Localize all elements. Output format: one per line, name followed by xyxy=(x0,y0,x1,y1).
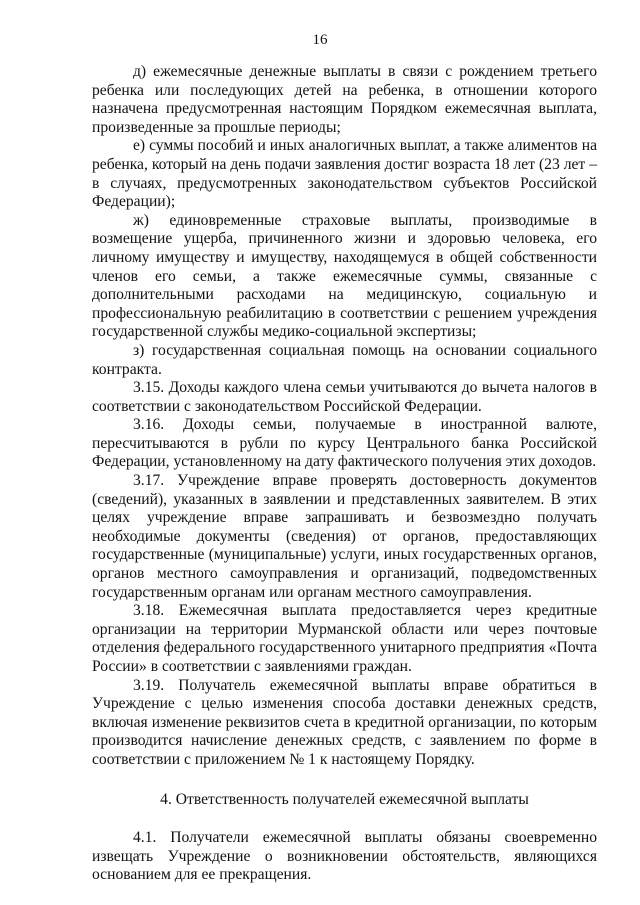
paragraph-z: з) государственная социальная помощь на основании социального контракта. xyxy=(92,341,597,378)
paragraph-d: д) ежемесячные денежные выплаты в связи с рождением третьего ребенка или последующих детей на ребенка, в отношении которого назначена предусмотренная настоящим Порядком ежемесячная выплата, произведенные за прошлые периоды; xyxy=(92,63,597,136)
paragraph-zh: ж) единовременные страховые выплаты, производимые в возмещение ущерба, причиненного жизни и здоровью человека, его личному имуществу и имуществу, находящемуся в общей собственности членов его семьи, а также ежемесячные суммы, связанные с дополнительными расходами на медицинскую, социальную и профессиональную реабилитацию в соответствии с решением учреждения государственной службы медико-социальной экспертизы; xyxy=(92,211,597,341)
paragraph-4-1: 4.1. Получатели ежемесячной выплаты обязаны своевременно извещать Учреждение о возникновении обстоятельств, являющихся основанием для ее прекращения. xyxy=(92,829,597,884)
section-heading: 4. Ответственность получателей ежемесячной выплаты xyxy=(160,790,529,808)
scan-edge-mark xyxy=(631,392,635,412)
document-body xyxy=(92,63,597,885)
paragraph-3-19: 3.19. Получатель ежемесячной выплаты вправе обратиться в Учреждение с целью изменения способа доставки денежных средств, включая изменение реквизитов счета в кредитной организации, по которым производится начисление денежных средств, с заявлением по форме в соответствии с приложением № 1 к настоящему Порядку. xyxy=(92,676,597,768)
paragraph-3-16: 3.16. Доходы семьи, получаемые в иностранной валюте, пересчитываются в рубли по курсу Центрального банка Российской Федерации, установленному на дату фактического получения этих доходов. xyxy=(92,416,597,471)
paragraph-3-18: 3.18. Ежемесячная выплата предоставляется через кредитные организации на территории Мурманской области или через почтовые отделения федерального государственного унитарного предприятия «Почта России» в соответствии с заявлениями граждан. xyxy=(92,602,597,675)
page-number: 16 xyxy=(312,32,328,48)
paragraph-3-17: 3.17. Учреждение вправе проверять достоверность документов (сведений), указанных в заявлении и представленных заявителем. В этих целях учреждение вправе запрашивать и безвозмездно получать необходимые документы (сведения) от органов, предоставляющих государственные (муниципальные) услуги, иных государственных органов, органов местного самоуправления и организаций, подведомственных государственным органам или органам местного самоуправления. xyxy=(92,472,597,601)
paragraph-3-15: 3.15. Доходы каждого члена семьи учитываются до вычета налогов в соответствии с законодательством Российской Федерации. xyxy=(92,379,597,415)
paragraph-e: е) суммы пособий и иных аналогичных выплат, а также алиментов на ребенка, который на день подачи заявления достиг возраста 18 лет (23 лет – в случаях, предусмотренных законодательством субъектов Российской Федерации); xyxy=(92,137,597,211)
